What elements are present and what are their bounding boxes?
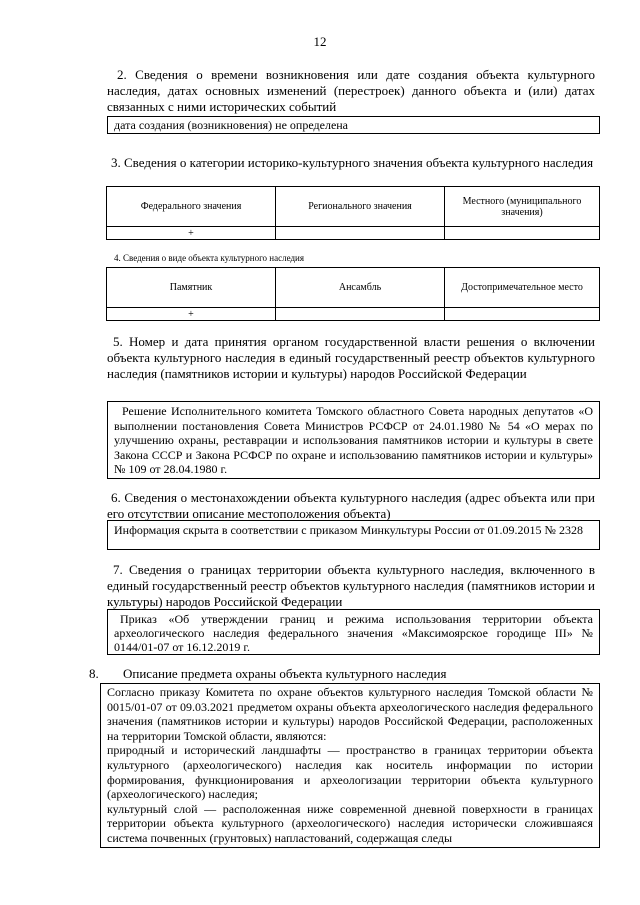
section-3-table — [106, 186, 600, 240]
section-8-box — [100, 683, 600, 848]
col-ensemble: Ансамбль — [276, 268, 445, 308]
section-4-heading: 4. Сведения о виде объекта культурного наследия — [114, 253, 305, 263]
section-3-heading: 3. Сведения о категории историко-культурного значения объекта культурного наследия — [111, 155, 594, 170]
section-2-value: дата создания (возникновения) не определена — [114, 118, 349, 132]
page-number: 12 — [313, 34, 327, 49]
section-8-heading: Описание предмета охраны объекта культурного наследия — [123, 666, 447, 681]
col-local: Местного (муниципального значения) — [445, 187, 600, 227]
mark-local — [445, 227, 600, 240]
mark-monument: + — [107, 308, 276, 321]
section-8-number: 8. — [89, 666, 99, 681]
section-6-value: Информация скрыта в соответствии с приказом Минкультуры России от 01.09.2015 № 2328 — [114, 523, 583, 537]
section-7-value: Приказ «Об утверждении границ и режима использования территории объекта археологического наследия федерального значения «Максимоярское городище III» № 0144/01-07 от 16.12.2019 г. — [114, 612, 593, 654]
section-5-heading: 5. Номер и дата принятия органом государственной власти решения о включении объекта культурного наследия в единый государственный реестр объектов культурного наследия (памятников истории и культуры) народов Российской Федерации — [107, 334, 595, 381]
section-4-table — [106, 267, 600, 321]
col-federal: Федерального значения — [107, 187, 276, 227]
section-2-heading: 2. Сведения о времени возникновения или дате создания объекта культурного наследия, датах основных изменений (перестроек) данного объекта и (или) датах связанных с ними исторических событий — [107, 67, 595, 114]
col-monument: Памятник — [107, 268, 276, 308]
mark-ensemble — [276, 308, 445, 321]
section-8-paragraph-3: культурный слой — расположенная ниже современной дневной поверхности в границах территории объекта культурного (археологического) наследия исторически сложившаяся система почвенных (грунтовых) напластований, содержащая следы — [107, 801, 593, 845]
section-5-value: Решение Исполнительного комитета Томского областного Совета народных депутатов «О выполнении постановления Совета Министров РСФСР от 24.01.1980 № 54 «О мерах по улучшению охраны, реставрации и использования памятников истории и культуры в свете Закона СССР и Закона РСФСР по охране и использованию памятников истории и культуры» № 109 от 28.04.1980 г. — [114, 404, 593, 476]
section-2-box — [107, 116, 600, 134]
col-regional: Регионального значения — [276, 187, 445, 227]
section-6-heading: 6. Сведения о местонахождении объекта культурного наследия (адрес объекта или при его отсутствии описание местоположения объекта) — [107, 490, 595, 521]
section-8-heading-row — [89, 666, 589, 682]
section-5-box — [107, 401, 600, 479]
col-landmark: Достопримечательное место — [445, 268, 600, 308]
mark-federal: + — [107, 227, 276, 240]
section-7-heading: 7. Сведения о границах территории объекта культурного наследия, включенного в единый государственный реестр объектов культурного наследия (памятников истории и культуры) народов Российской Федерации — [107, 562, 595, 609]
mark-regional — [276, 227, 445, 240]
section-8-paragraph-2: природный и исторический ландшафты — пространство в границах территории объекта культурного (археологического) наследия как носитель информации по истории формирования, функционирования и археологизации территории объекта культурного (археологического) наследия; — [107, 743, 593, 802]
section-6-box — [107, 520, 600, 550]
section-7-box — [107, 609, 600, 655]
mark-landmark — [445, 308, 600, 321]
section-8-paragraph-1: Согласно приказу Комитета по охране объектов культурного наследия Томской области № 0015/01-07 от 09.03.2021 предметом охраны объекта археологического наследия федерального значения (памятников истории и культуры) народов Российской Федерации, расположенных на территории Томской области, являются: — [107, 685, 593, 743]
